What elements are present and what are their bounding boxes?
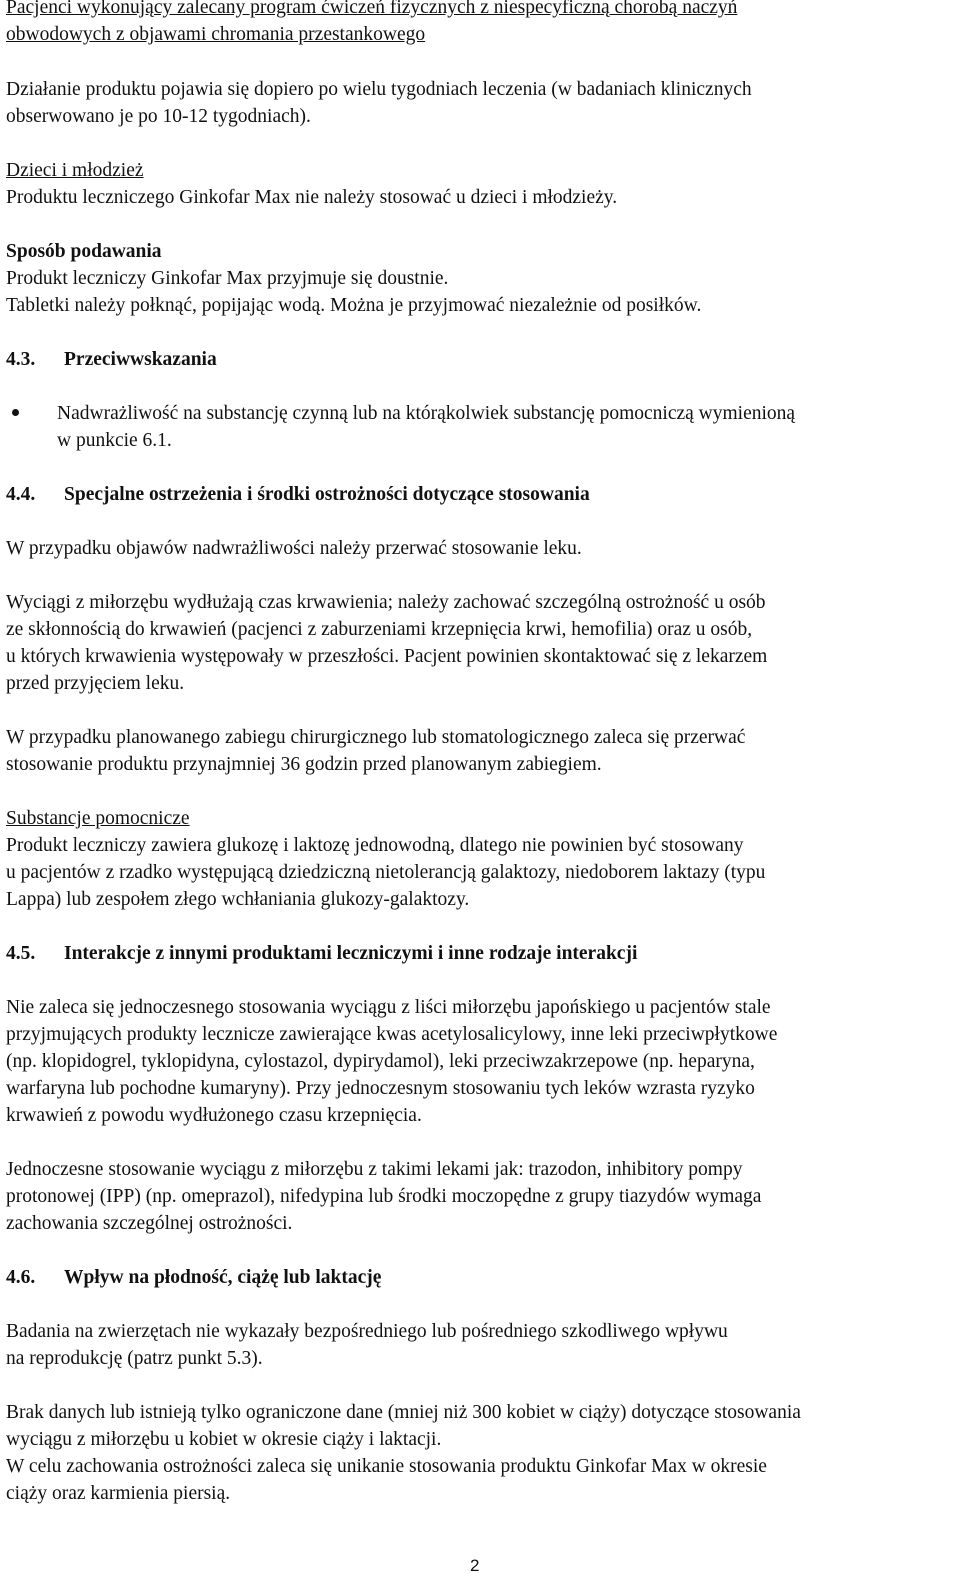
intro-body-line1: Działanie produktu pojawia się dopiero po wielu tygodniach leczenia (w badaniach klinicznych xyxy=(6,79,752,100)
section-4-4-heading xyxy=(6,481,590,508)
intro-body-line2: obserwowano je po 10-12 tygodniach). xyxy=(6,106,311,127)
s44-p3-line2: stosowanie produktu przynajmniej 36 godzin przed planowanym zabiegiem. xyxy=(6,754,602,775)
s45-p2-line3: zachowania szczególnej ostrożności. xyxy=(6,1213,293,1234)
section-title: Interakcje z innymi produktami leczniczymi i inne rodzaje interakcji xyxy=(64,943,638,964)
s44-p2-line1: Wyciągi z miłorzębu wydłużają czas krwawienia; należy zachować szczególną ostrożność u osób xyxy=(6,592,766,613)
administration-line2: Tabletki należy połknąć, popijając wodą. Można je przyjmować niezależnie od posiłków. xyxy=(6,295,702,316)
children-heading: Dzieci i młodzież xyxy=(6,160,144,181)
s45-p1-line1: Nie zaleca się jednoczesnego stosowania wyciągu z liści miłorzębu japońskiego u pacjentów stale xyxy=(6,997,771,1018)
s46-p2-line1: Brak danych lub istnieją tylko ograniczone dane (mniej niż 300 kobiet w ciąży) dotyczące stosowania xyxy=(6,1402,801,1423)
s44-p1: W przypadku objawów nadwrażliwości należy przerwać stosowanie leku. xyxy=(6,538,582,559)
s45-p1-line4: warfaryna lub pochodne kumaryny). Przy jednoczesnym stosowaniu tych leków wzrasta ryzyko xyxy=(6,1078,755,1099)
bullet-icon xyxy=(12,409,19,416)
s44-p2-line2: ze skłonnością do krwawień (pacjenci z zaburzeniami krzepnięcia krwi, hemofilia) oraz u osób, xyxy=(6,619,753,640)
s44-p2-line4: przed przyjęciem leku. xyxy=(6,673,185,694)
s45-p1-line5: krwawień z powodu wydłużonego czasu krzepnięcia. xyxy=(6,1105,422,1126)
s44-p4-line2: u pacjentów z rzadko występującą dziedziczną nietolerancją galaktozy, niedoborem laktazy (typu xyxy=(6,862,766,883)
s46-p1-line2: na reprodukcję (patrz punkt 5.3). xyxy=(6,1348,263,1369)
s44-p4-line3: Lappa) lub zespołem złego wchłaniania glukozy-galaktozy. xyxy=(6,889,470,910)
contraindication-line1: Nadwrażliwość na substancję czynną lub na którąkolwiek substancję pomocniczą wymienioną xyxy=(57,403,796,424)
s46-p3-line1: W celu zachowania ostrożności zaleca się unikanie stosowania produktu Ginkofar Max w okresie xyxy=(6,1456,767,1477)
page-number: 2 xyxy=(470,1556,480,1575)
section-title: Specjalne ostrzeżenia i środki ostrożności dotyczące stosowania xyxy=(64,484,590,505)
intro-heading-line1: Pacjenci wykonujący zalecany program ćwiczeń fizycznych z niespecyficzną chorobą naczyń xyxy=(6,0,738,18)
s45-p1-line3: (np. klopidogrel, tyklopidyna, cylostazol, dypirydamol), leki przeciwzakrzepowe (np. heparyna, xyxy=(6,1051,755,1072)
s45-p2-line2: protonowej (IPP) (np. omeprazol), nifedypina lub środki moczopędne z grupy tiazydów wymaga xyxy=(6,1186,762,1207)
section-title: Wpływ na płodność, ciążę lub laktację xyxy=(64,1267,382,1288)
intro-heading-line2: obwodowych z objawami chromania przestankowego xyxy=(6,24,426,45)
s45-p2-line1: Jednoczesne stosowanie wyciągu z miłorzębu z takimi lekami jak: trazodon, inhibitory pompy xyxy=(6,1159,743,1180)
s44-p2-line3: u których krwawienia występowały w przeszłości. Pacjent powinien skontaktować się z lekarzem xyxy=(6,646,768,667)
s46-p2-line2: wyciągu z miłorzębu u kobiet w okresie ciąży i laktacji. xyxy=(6,1429,442,1450)
section-number: 4.6. xyxy=(6,1267,36,1288)
administration-heading: Sposób podawania xyxy=(6,241,162,262)
children-body: Produktu leczniczego Ginkofar Max nie należy stosować u dzieci i młodzieży. xyxy=(6,187,618,208)
s44-p4-line1: Produkt leczniczy zawiera glukozę i laktozę jednowodną, dlatego nie powinien być stosowany xyxy=(6,835,744,856)
section-number: 4.3. xyxy=(6,349,36,370)
s45-p1-line2: przyjmujących produkty lecznicze zawierające kwas acetylosalicylowy, inne leki przeciwpłytkowe xyxy=(6,1024,778,1045)
section-4-5-heading xyxy=(6,940,637,967)
s46-p1-line1: Badania na zwierzętach nie wykazały bezpośredniego lub pośredniego szkodliwego wpływu xyxy=(6,1321,728,1342)
s46-p3-line2: ciąży oraz karmienia piersią. xyxy=(6,1483,231,1504)
section-number: 4.4. xyxy=(6,484,36,505)
section-4-3-heading xyxy=(6,346,217,373)
contraindication-line2: w punkcie 6.1. xyxy=(57,430,172,451)
s44-p3-line1: W przypadku planowanego zabiegu chirurgicznego lub stomatologicznego zaleca się przerwać xyxy=(6,727,746,748)
section-number: 4.5. xyxy=(6,943,36,964)
administration-line1: Produkt leczniczy Ginkofar Max przyjmuje się doustnie. xyxy=(6,268,449,289)
section-title: Przeciwwskazania xyxy=(64,349,217,370)
section-4-6-heading xyxy=(6,1264,381,1291)
excipients-heading: Substancje pomocnicze xyxy=(6,808,190,829)
